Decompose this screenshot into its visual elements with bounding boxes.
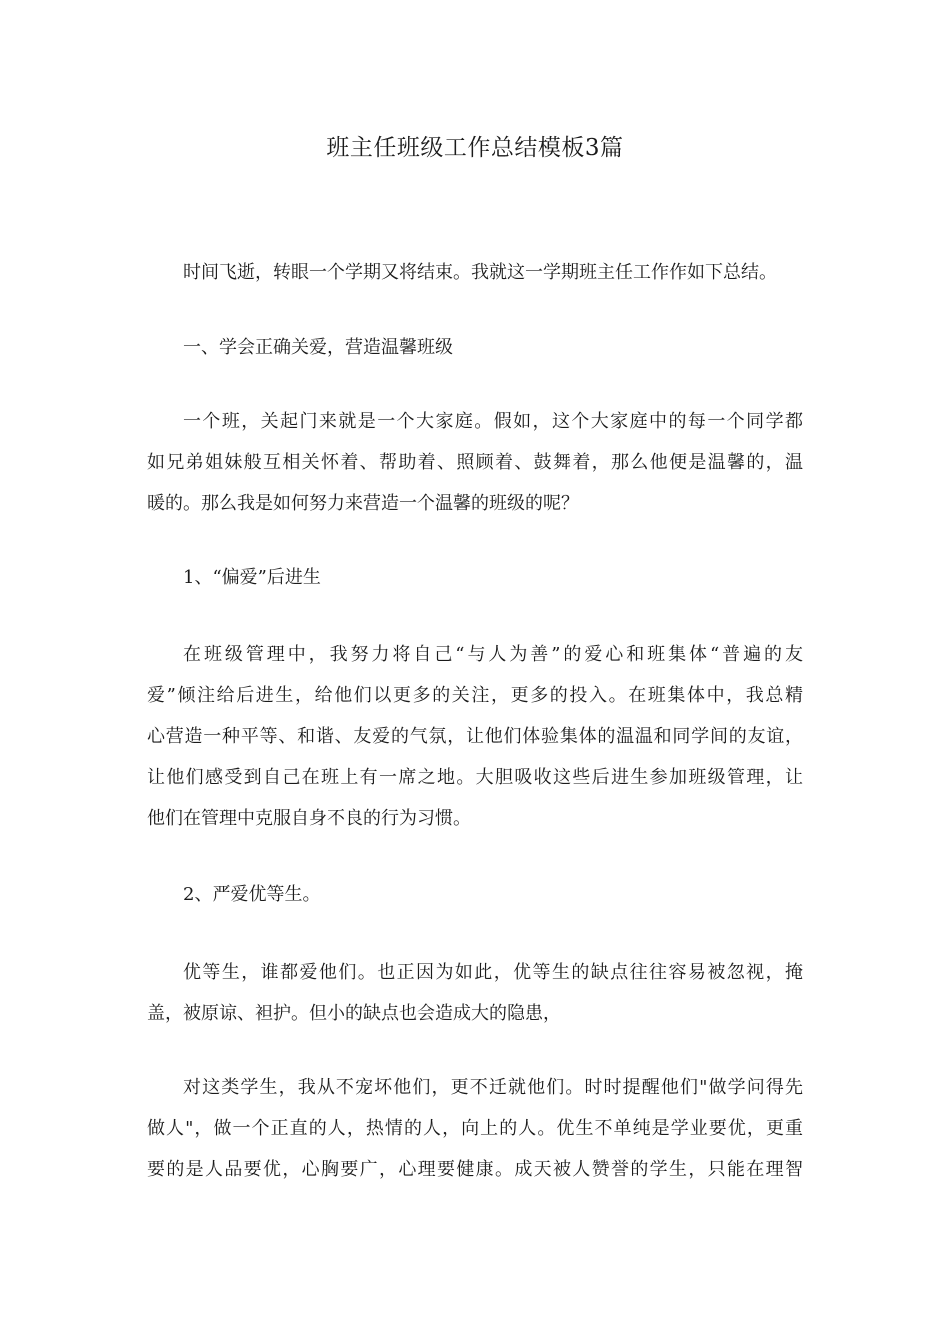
paragraph-line: 在班级管理中，我努力将自己“与人为善”的爱心和班集体“普遍的友 bbox=[183, 644, 803, 665]
paragraph-line: 心营造一种平等、和谐、友爱的气氛，让他们体验集体的温温和同学间的友谊， bbox=[147, 726, 803, 747]
paragraph-intro bbox=[147, 252, 803, 293]
paragraph-treatment bbox=[147, 1067, 803, 1190]
paragraph-line: 做人"，做一个正直的人，热情的人，向上的人。优生不单纯是学业要优，更重 bbox=[147, 1118, 803, 1139]
paragraph-line: 爱”倾注给后进生，给他们以更多的关注，更多的投入。在班集体中，我总精 bbox=[147, 685, 803, 706]
paragraph-line: 对这类学生，我从不宠坏他们，更不迁就他们。时时提醒他们"做学问得先 bbox=[183, 1077, 803, 1098]
paragraph-line: 要的是人品要优，心胸要广，心理要健康。成天被人赞誉的学生，只能在理智 bbox=[147, 1159, 803, 1180]
paragraph-line: 2、严爱优等生。 bbox=[183, 884, 321, 905]
subheading-2 bbox=[147, 874, 803, 915]
paragraph-line: 他们在管理中克服自身不良的行为习惯。 bbox=[147, 808, 471, 829]
paragraph-line: 一、学会正确关爱，营造温馨班级 bbox=[183, 337, 453, 358]
paragraph-line: 让他们感受到自己在班上有一席之地。大胆吸收这些后进生参加班级管理，让 bbox=[147, 767, 803, 788]
document-title: 班主任班级工作总结模板3篇 bbox=[326, 135, 624, 161]
paragraph-line: 盖，被原谅、袒护。但小的缺点也会造成大的隐患， bbox=[147, 1003, 561, 1024]
paragraph-backward-students bbox=[147, 634, 803, 839]
paragraph-family bbox=[147, 401, 803, 524]
paragraph-line: 时间飞逝，转眼一个学期又将结束。我就这一学期班主任工作作如下总结。 bbox=[183, 262, 777, 283]
paragraph-line: 1、“偏爱”后进生 bbox=[183, 567, 321, 588]
paragraph-line: 优等生，谁都爱他们。也正因为如此，优等生的缺点往往容易被忽视，掩 bbox=[183, 962, 803, 983]
subheading-1 bbox=[147, 557, 803, 598]
paragraph-line: 如兄弟姐妹般互相关怀着、帮助着、照顾着、鼓舞着，那么他便是温馨的，温 bbox=[147, 452, 803, 473]
paragraph-top-students bbox=[147, 952, 803, 1034]
paragraph-line: 一个班，关起门来就是一个大家庭。假如，这个大家庭中的每一个同学都 bbox=[183, 411, 803, 432]
section-heading-1 bbox=[147, 327, 803, 368]
paragraph-line: 暖的。那么我是如何努力来营造一个温馨的班级的呢？ bbox=[147, 493, 579, 514]
